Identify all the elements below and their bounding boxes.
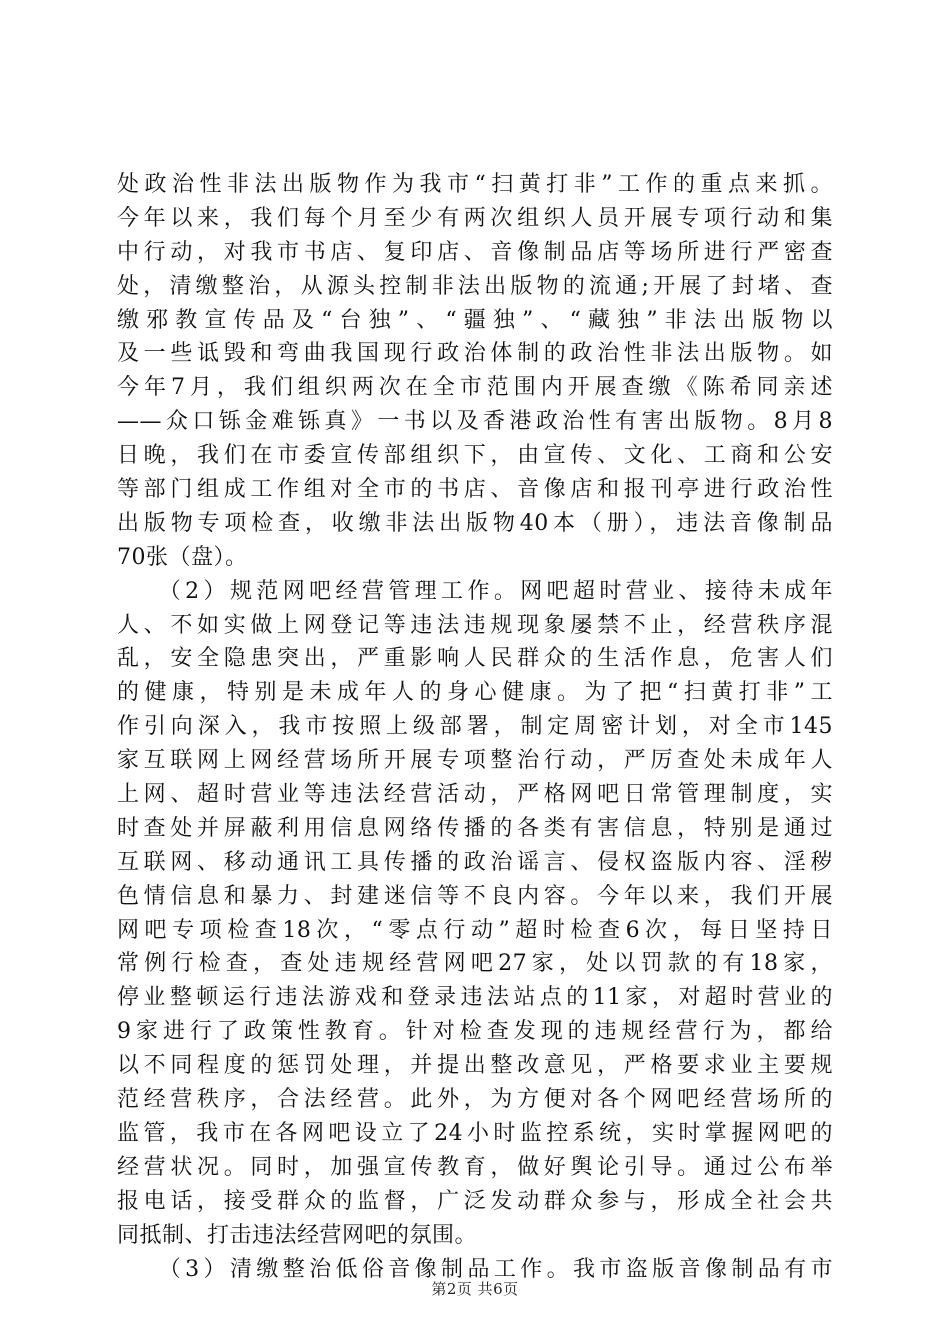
text-line: 作引向深入，我市按照上级部署，制定周密计划，对全市145 (117, 714, 833, 740)
text-line: 以不同程度的惩罚处理，并提出整改意见，严格要求业主要规 (117, 1053, 833, 1079)
text-line: 互联网、移动通讯工具传播的政治谣言、侵权盗版内容、淫秽 (117, 849, 833, 875)
text-line: 今年以来，我们每个月至少有两次组织人员开展专项行动和集 (117, 205, 833, 231)
text-line: 等部门组成工作组对全市的书店、音像店和报刊亭进行政治性 (117, 477, 833, 503)
text-line: 9家进行了政策性教育。针对检查发现的违规经营行为，都给 (117, 1019, 833, 1045)
text-line: 监管，我市在各网吧设立了24小时监控系统，实时掌握网吧的 (117, 1120, 833, 1146)
text-line: 时查处并屏蔽利用信息网络传播的各类有害信息，特别是通过 (117, 815, 833, 841)
text-line: 停业整顿运行违法游戏和登录违法站点的11家，对超时营业的 (117, 985, 833, 1011)
text-line: 出版物专项检查，收缴非法出版物40本（册），违法音像制品 (117, 510, 833, 536)
text-line: ——众口铄金难铄真》一书以及香港政治性有害出版物。8月8 (117, 409, 833, 435)
text-line: 缴邪教宣传品及“台独”、“疆独”、“藏独”非法出版物以 (117, 307, 833, 333)
text-line: 的健康，特别是未成年人的身心健康。为了把“扫黄打非”工 (117, 680, 833, 706)
text-line: 乱，安全隐患突出，严重影响人民群众的生活作息，危害人们 (117, 646, 833, 672)
page-footer: 第2页 共6页 (431, 1280, 519, 1298)
text-line: 同抵制、打击违法经营网吧的氛围。 (117, 1222, 478, 1248)
text-line: （2）规范网吧经营管理工作。网吧超时营业、接待未成年 (117, 578, 833, 604)
text-line: 色情信息和暴力、封建迷信等不良内容。今年以来，我们开展 (117, 883, 833, 909)
text-line: 常例行检查，查处违规经营网吧27家，处以罚款的有18家， (117, 951, 833, 977)
text-line: 网吧专项检查18次，“零点行动”超时检查6次，每日坚持日 (117, 917, 833, 943)
text-line: 家互联网上网经营场所开展专项整治行动，严厉查处未成年人 (117, 748, 833, 774)
text-line: 处，清缴整治，从源头控制非法出版物的流通;开展了封堵、查 (117, 273, 833, 299)
text-line: 今年7月，我们组织两次在全市范围内开展查缴《陈希同亲述 (117, 375, 833, 401)
text-line: 报电话，接受群众的监督，广泛发动群众参与，形成全社会共 (117, 1188, 833, 1214)
text-line: （3）清缴整治低俗音像制品工作。我市盗版音像制品有市 (117, 1256, 833, 1282)
text-line: 70张（盘）。 (117, 544, 248, 570)
text-line: 人、不如实做上网登记等违法违规现象屡禁不止，经营秩序混 (117, 612, 833, 638)
body-text (117, 168, 833, 1286)
text-line: 日晚，我们在市委宣传部组织下，由宣传、文化、工商和公安 (117, 443, 833, 469)
text-line: 上网、超时营业等违法经营活动，严格网吧日常管理制度，实 (117, 782, 833, 808)
text-line: 处政治性非法出版物作为我市“扫黄打非”工作的重点来抓。 (117, 172, 833, 197)
text-line: 中行动，对我市书店、复印店、音像制品店等场所进行严密查 (117, 239, 833, 265)
text-line: 经营状况。同时，加强宣传教育，做好舆论引导。通过公布举 (117, 1154, 833, 1180)
text-line: 范经营秩序，合法经营。此外，为方便对各个网吧经营场所的 (117, 1087, 833, 1113)
text-line: 及一些诋毁和弯曲我国现行政治体制的政治性非法出版物。如 (117, 341, 833, 367)
